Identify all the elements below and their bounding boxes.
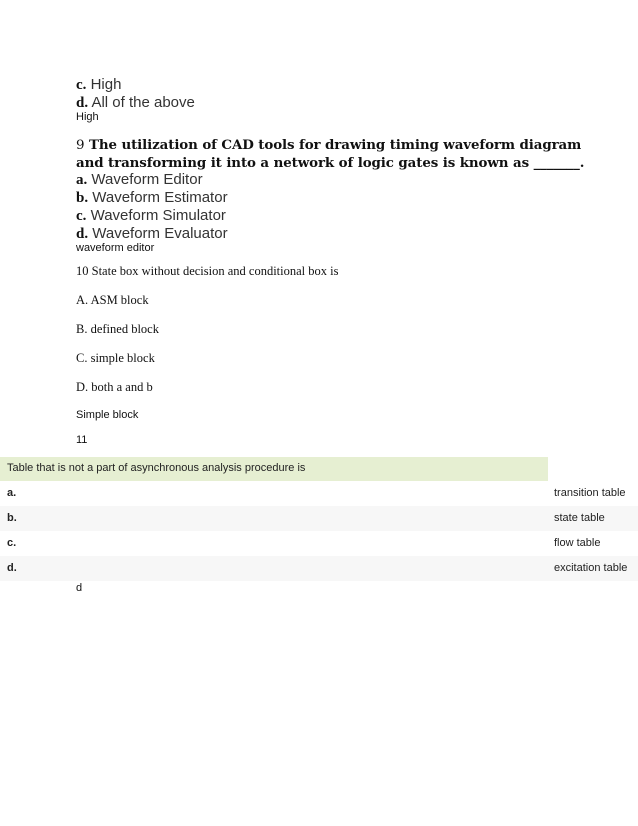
q9-question-line2: and transforming it into a network of logic gates is known as _______.: [76, 155, 585, 171]
q9-option-d-text: Waveform Evaluator: [92, 225, 228, 242]
q9-question-text-1: The utilization of CAD tools for drawing timing waveform diagram: [88, 137, 582, 153]
q9-option-d-letter: d.: [76, 226, 89, 242]
q11-row-d-value: excitation table: [554, 562, 628, 574]
q10-question: 10 State box without decision and conditional box is: [76, 264, 339, 278]
q11-answer: d: [76, 582, 83, 594]
q10-option-a: A. ASM block: [76, 293, 149, 307]
q8-option-c-letter: c.: [76, 77, 87, 93]
q8-option-d: [76, 94, 195, 112]
q9-question-line1: [76, 137, 581, 153]
q10-option-d: D. both a and b: [76, 380, 153, 394]
table-row: [0, 556, 638, 581]
q10-option-c: C. simple block: [76, 351, 155, 365]
q9-option-d: [76, 225, 228, 243]
table-row: [0, 531, 638, 556]
q9-option-b-letter: b.: [76, 190, 89, 206]
q9-number: 9: [76, 138, 85, 153]
q8-option-c-text: High: [90, 76, 122, 93]
q9-option-b-text: Waveform Estimator: [92, 189, 228, 206]
q11-number: 11: [76, 434, 88, 446]
q8-option-d-letter: d.: [76, 95, 89, 111]
q11-row-a-value: transition table: [554, 487, 626, 499]
q9-answer: waveform editor: [76, 242, 155, 254]
q9-option-c-text: Waveform Simulator: [90, 207, 226, 224]
q8-option-c: [76, 76, 121, 94]
q11-question-text: Table that is not a part of asynchronous analysis procedure is: [7, 462, 306, 474]
table-row: [0, 506, 638, 531]
q10-option-b: B. defined block: [76, 322, 159, 336]
q9-option-a-letter: a.: [76, 172, 88, 188]
q11-row-b-value: state table: [554, 512, 605, 524]
q11-row-b-label: b.: [7, 512, 17, 524]
q11-row-a-label: a.: [7, 487, 17, 499]
q9-option-a-text: Waveform Editor: [91, 171, 203, 188]
q8-answer: High: [76, 111, 99, 123]
q10-answer: Simple block: [76, 409, 139, 421]
q11-row-d-label: d.: [7, 562, 17, 574]
table-row: [0, 481, 638, 506]
q11-row-c-value: flow table: [554, 537, 601, 549]
q9-option-c: [76, 207, 226, 225]
q9-option-a: [76, 171, 203, 189]
q9-option-c-letter: c.: [76, 208, 87, 224]
q8-option-d-text: All of the above: [91, 94, 195, 111]
q9-option-b: [76, 189, 228, 207]
q11-question-header: [0, 457, 548, 481]
q11-row-c-label: c.: [7, 537, 17, 549]
